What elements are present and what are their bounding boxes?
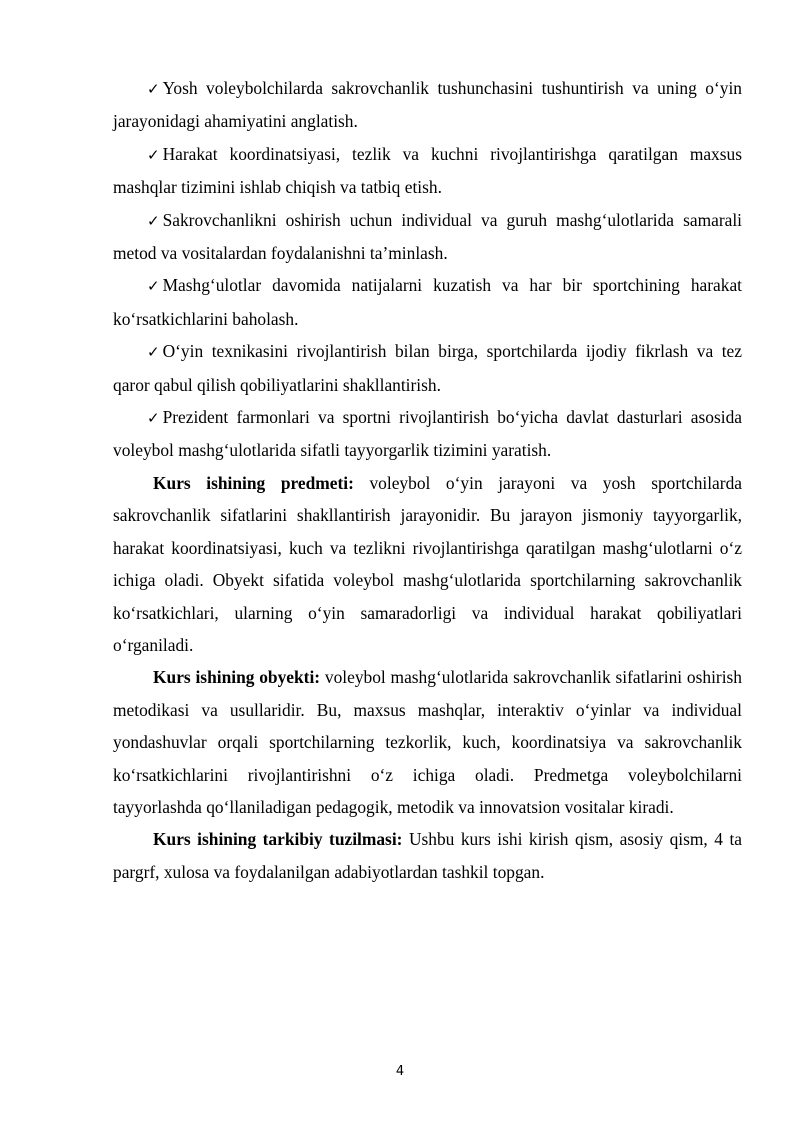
section-subject [113,467,742,661]
bullet-item [113,269,742,335]
section-heading: Kurs ishining predmeti: [153,472,354,493]
checkmark-icon: ✓ [147,211,160,230]
bullet-item [113,138,742,204]
section-structure [113,823,742,888]
section-text: Ushbu kurs ishi kirish qism, asosiy qism, 4 ta pargrf, xulosa va foydalanilgan adabiyotlardan tashkil topgan. [113,829,742,882]
bullet-text: Mashg‘ulotlar davomida natijalarni kuzatish va har bir sportchining harakat ko‘rsatkichlarini baholash. [113,275,742,329]
bullet-item [113,72,742,138]
bullet-item [113,401,742,467]
bullet-item [113,335,742,401]
bullet-text: Sakrovchanlikni oshirish uchun individual va guruh mashg‘ulotlarida samarali metod va vositalardan foydalanishni ta’minlash. [113,209,742,264]
bullet-text: O‘yin texnikasini rivojlantirish bilan birga, sportchilarda ijodiy fikrlash va tez qaror qabul qilish qobiliyatlarini shakllantirish. [113,341,742,395]
section-heading: Kurs ishining tarkibiy tuzilmasi: [153,829,403,850]
section-text: voleybol mashg‘ulotlarida sakrovchanlik sifatlarini oshirish metodikasi va usullaridir. Bu, maxsus mashqlar, interaktiv o‘yinlar va individual yondashuvlar orqali sportchilarning tezkorlik, kuch, koordinatsiya va sakrovchanlik ko‘rsatkichlarini rivojlantirishni o‘z ichiga oladi. Predmetga voleybolchilarni tayyorlashda qo‘llaniladigan pedagogik, metodik va innovatsion vositalar kiradi. [113,667,742,817]
section-heading: Kurs ishining obyekti: [153,667,321,688]
section-object [113,661,742,823]
section-text: voleybol o‘yin jarayoni va yosh sportchilarda sakrovchanlik sifatlarini shakllantirish jarayonidir. Bu jarayon jismoniy tayyorgarlik, harakat koordinatsiyasi, kuch va tezlikni rivojlantirishga qaratilgan mashg‘ulotlarni o‘z ichiga oladi. Obyekt sifatida voleybol mashg‘ulotlarida sportchilarning sakrovchanlik ko‘rsatkichlari, ularning o‘yin samaradorligi va individual harakat qobiliyatlari o‘rganiladi. [113,472,742,655]
page-number: 4 [395,1064,405,1079]
checkmark-icon: ✓ [147,80,160,98]
checkmark-icon: ✓ [147,343,160,362]
bullet-text: Prezident farmonlari va sportni rivojlantirish bo‘yicha davlat dasturlari asosida voleybol mashg‘ulotlarida sifatli tayyorgarlik tizimini yaratish. [113,407,742,461]
bullet-item [113,204,742,270]
checkmark-icon: ✓ [147,145,160,164]
checkmark-icon: ✓ [147,409,160,428]
checkmark-icon: ✓ [147,277,160,296]
bullet-text: Yosh voleybolchilarda sakrovchanlik tushunchasini tushuntirish va uning o‘yin jarayonidagi ahamiyatini anglatish. [113,78,742,132]
bullet-text: Harakat koordinatsiyasi, tezlik va kuchni rivojlantirishga qaratilgan maxsus mashqlar tizimini ishlab chiqish va tatbiq etish. [113,143,742,198]
document-body [113,72,742,888]
